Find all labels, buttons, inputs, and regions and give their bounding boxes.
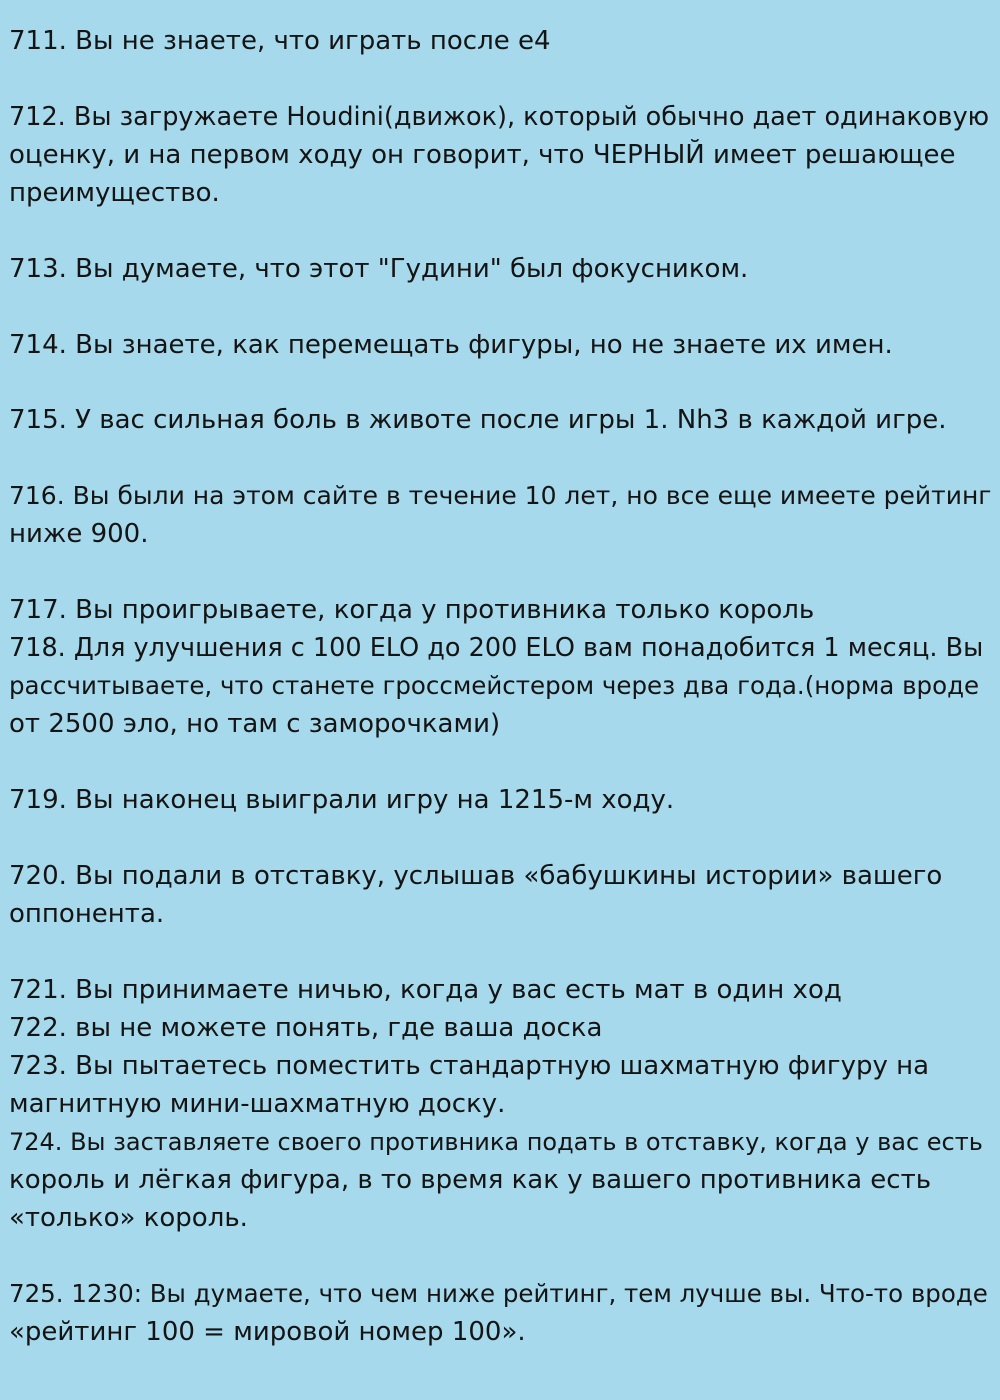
item-720-line-1: 720. Вы подали в отставку, услышав «бабушкины истории» вашего (9, 861, 943, 891)
item-716-line-1: 716. Вы были на этом сайте в течение 10 лет, но все еще имеете рейтинг (9, 481, 992, 510)
item-718-line-1: 718. Для улучшения с 100 ELO до 200 ELO вам понадобится 1 месяц. Вы (9, 633, 984, 663)
item-718-line-2: рассчитываете, что станете гроссмейстером через два года.(норма вроде (9, 671, 980, 700)
item-718-line-3: от 2500 эло, но там с заморочками) (9, 709, 501, 739)
item-719: 719. Вы наконец выиграли игру на 1215-м ходу. (9, 785, 675, 815)
item-725-line-1: 725. 1230: Вы думаете, что чем ниже рейтинг, тем лучше вы. Что-то вроде (9, 1279, 988, 1308)
item-725-line-2: «рейтинг 100 = мировой номер 100». (9, 1317, 526, 1347)
item-711: 711. Вы не знаете, что играть после е4 (9, 26, 551, 56)
item-713: 713. Вы думаете, что этот "Гудини" был фокусником. (9, 254, 749, 284)
item-723-line-2: магнитную мини-шахматную доску. (9, 1089, 506, 1119)
item-712-line-3: преимущество. (9, 178, 220, 208)
item-712-line-1: 712. Вы загружаете Houdini(движок), который обычно дает одинаковую (9, 102, 990, 132)
item-716-line-2: ниже 900. (9, 519, 149, 549)
item-721: 721. Вы принимаете ничью, когда у вас есть мат в один ход (9, 975, 842, 1005)
item-724-line-2: король и лёгкая фигура, в то время как у вашего противника есть (9, 1165, 932, 1195)
item-712-line-2: оценку, и на первом ходу он говорит, что ЧЕРНЫЙ имеет решающее (9, 140, 956, 170)
item-717: 717. Вы проигрываете, когда у противника только король (9, 595, 815, 625)
item-714: 714. Вы знаете, как перемещать фигуры, но не знаете их имен. (9, 330, 893, 360)
item-724-line-3: «только» король. (9, 1203, 248, 1233)
item-724-line-1: 724. Вы заставляете своего противника подать в отставку, когда у вас есть (9, 1128, 983, 1156)
item-715: 715. У вас сильная боль в животе после игры 1. Nh3 в каждой игре. (9, 405, 947, 435)
item-722: 722. вы не можете понять, где ваша доска (9, 1013, 603, 1043)
item-723-line-1: 723. Вы пытаетесь поместить стандартную шахматную фигуру на (9, 1051, 930, 1081)
item-720-line-2: оппонента. (9, 899, 165, 929)
